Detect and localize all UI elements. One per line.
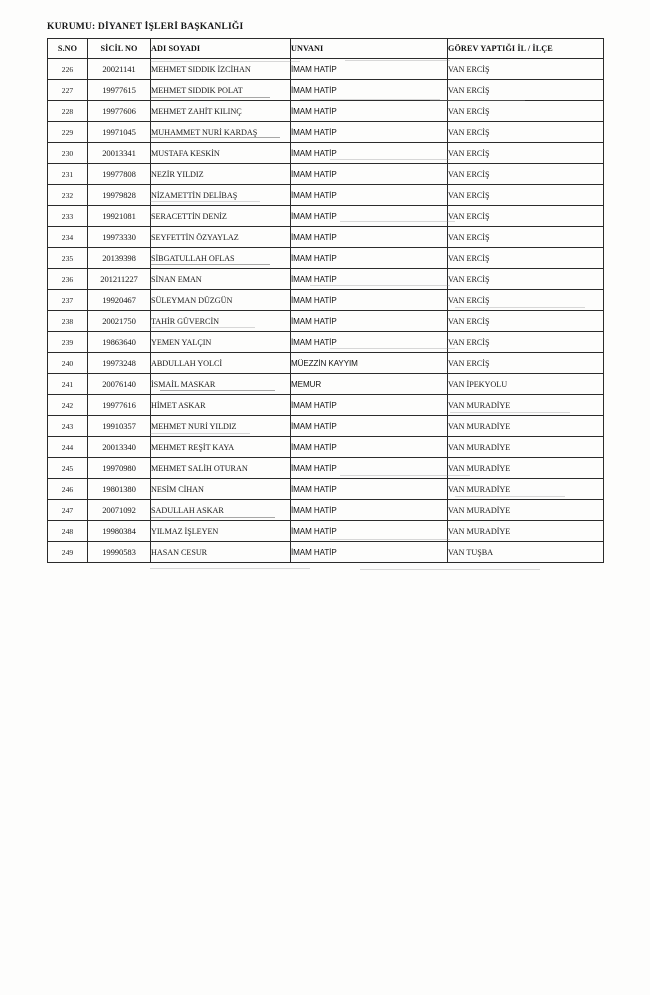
- cell-unvan: İMAM HATİP: [291, 101, 448, 122]
- cell-gorev: VAN MURADİYE: [448, 521, 604, 542]
- cell-sno: 238: [48, 311, 88, 332]
- cell-unvan: İMAM HATİP: [291, 122, 448, 143]
- table-row: [48, 437, 604, 458]
- cell-sno: 232: [48, 185, 88, 206]
- cell-sicil: 19977615: [88, 80, 151, 101]
- cell-sno: 247: [48, 500, 88, 521]
- cell-gorev: VAN MURADİYE: [448, 416, 604, 437]
- cell-gorev: VAN ERCİŞ: [448, 185, 604, 206]
- cell-ad: NİZAMETTİN DELİBAŞ: [151, 185, 291, 206]
- cell-ad: SÜLEYMAN DÜZGÜN: [151, 290, 291, 311]
- cell-unvan: İMAM HATİP: [291, 479, 448, 500]
- cell-sno: 229: [48, 122, 88, 143]
- cell-sicil: 20071092: [88, 500, 151, 521]
- cell-gorev: VAN ERCİŞ: [448, 206, 604, 227]
- table-row: [48, 374, 604, 395]
- cell-gorev: VAN ERCİŞ: [448, 227, 604, 248]
- cell-sno: 246: [48, 479, 88, 500]
- cell-ad: SİBGATULLAH OFLAS: [151, 248, 291, 269]
- cell-sicil: 19801380: [88, 479, 151, 500]
- cell-unvan: İMAM HATİP: [291, 437, 448, 458]
- cell-gorev: VAN ERCİŞ: [448, 122, 604, 143]
- cell-sicil: 20013341: [88, 143, 151, 164]
- cell-sno: 237: [48, 290, 88, 311]
- cell-sicil: 19977808: [88, 164, 151, 185]
- table-row: [48, 59, 604, 80]
- cell-unvan: İMAM HATİP: [291, 290, 448, 311]
- cell-ad: MEHMET SIDDIK POLAT: [151, 80, 291, 101]
- cell-sicil: 19977606: [88, 101, 151, 122]
- cell-ad: MEHMET SIDDIK İZCİHAN: [151, 59, 291, 80]
- table-row: [48, 542, 604, 563]
- cell-unvan: İMAM HATİP: [291, 143, 448, 164]
- cell-unvan: İMAM HATİP: [291, 416, 448, 437]
- cell-unvan: İMAM HATİP: [291, 521, 448, 542]
- table-row: [48, 395, 604, 416]
- cell-gorev: VAN İPEKYOLU: [448, 374, 604, 395]
- table-body: [48, 59, 604, 563]
- cell-sicil: 19973248: [88, 353, 151, 374]
- cell-sicil: 20076140: [88, 374, 151, 395]
- cell-gorev: VAN ERCİŞ: [448, 269, 604, 290]
- column-header-gorev: GÖREV YAPTIĞI İL / İLÇE: [448, 39, 604, 59]
- cell-sicil: 19990583: [88, 542, 151, 563]
- cell-sicil: 19910357: [88, 416, 151, 437]
- cell-gorev: VAN ERCİŞ: [448, 80, 604, 101]
- cell-sicil: 20021141: [88, 59, 151, 80]
- cell-sno: 249: [48, 542, 88, 563]
- cell-sicil: 19920467: [88, 290, 151, 311]
- cell-gorev: VAN ERCİŞ: [448, 143, 604, 164]
- cell-sno: 236: [48, 269, 88, 290]
- cell-ad: TAHİR GÜVERCİN: [151, 311, 291, 332]
- cell-unvan: İMAM HATİP: [291, 164, 448, 185]
- table-row: [48, 101, 604, 122]
- cell-ad: SİNAN EMAN: [151, 269, 291, 290]
- table-row: [48, 458, 604, 479]
- cell-sicil: 19977616: [88, 395, 151, 416]
- cell-gorev: VAN MURADİYE: [448, 395, 604, 416]
- cell-ad: MUSTAFA KESKİN: [151, 143, 291, 164]
- cell-unvan: İMAM HATİP: [291, 458, 448, 479]
- cell-unvan: İMAM HATİP: [291, 395, 448, 416]
- cell-sno: 226: [48, 59, 88, 80]
- cell-gorev: VAN ERCİŞ: [448, 248, 604, 269]
- table-row: [48, 311, 604, 332]
- cell-unvan: İMAM HATİP: [291, 332, 448, 353]
- cell-gorev: VAN ERCİŞ: [448, 290, 604, 311]
- cell-unvan: İMAM HATİP: [291, 206, 448, 227]
- cell-unvan: MÜEZZİN KAYYIM: [291, 353, 448, 374]
- cell-sno: 231: [48, 164, 88, 185]
- personnel-table-container: [47, 38, 603, 563]
- cell-gorev: VAN ERCİŞ: [448, 59, 604, 80]
- table-row: [48, 185, 604, 206]
- personnel-table: [47, 38, 604, 563]
- cell-ad: SADULLAH ASKAR: [151, 500, 291, 521]
- table-row: [48, 521, 604, 542]
- cell-unvan: İMAM HATİP: [291, 227, 448, 248]
- cell-unvan: İMAM HATİP: [291, 311, 448, 332]
- table-row: [48, 479, 604, 500]
- cell-sno: 234: [48, 227, 88, 248]
- table-row: [48, 500, 604, 521]
- cell-sno: 241: [48, 374, 88, 395]
- cell-gorev: VAN MURADİYE: [448, 458, 604, 479]
- cell-ad: MEHMET SALİH OTURAN: [151, 458, 291, 479]
- cell-sno: 240: [48, 353, 88, 374]
- cell-sicil: 19979828: [88, 185, 151, 206]
- cell-sicil: 20013340: [88, 437, 151, 458]
- cell-sicil: 19970980: [88, 458, 151, 479]
- cell-unvan: İMAM HATİP: [291, 185, 448, 206]
- page-title: KURUMU: DİYANET İŞLERİ BAŞKANLIĞI: [47, 22, 244, 32]
- cell-sno: 227: [48, 80, 88, 101]
- column-header-ad: ADI SOYADI: [151, 39, 291, 59]
- table-row: [48, 206, 604, 227]
- cell-ad: SEYFETTİN ÖZYAYLAZ: [151, 227, 291, 248]
- cell-ad: NESİM CİHAN: [151, 479, 291, 500]
- cell-sno: 243: [48, 416, 88, 437]
- column-header-sicil: SİCİL NO: [88, 39, 151, 59]
- cell-unvan: İMAM HATİP: [291, 542, 448, 563]
- column-header-unvan: UNVANI: [291, 39, 448, 59]
- table-header: [48, 39, 604, 59]
- cell-gorev: VAN ERCİŞ: [448, 332, 604, 353]
- cell-gorev: VAN ERCİŞ: [448, 164, 604, 185]
- cell-ad: İSMAİL MASKAR: [151, 374, 291, 395]
- cell-sicil: 20021750: [88, 311, 151, 332]
- cell-ad: SERACETTİN DENİZ: [151, 206, 291, 227]
- table-row: [48, 416, 604, 437]
- cell-ad: YEMEN YALÇIN: [151, 332, 291, 353]
- table-row: [48, 290, 604, 311]
- cell-gorev: VAN TUŞBA: [448, 542, 604, 563]
- cell-ad: MEHMET ZAHİT KILINÇ: [151, 101, 291, 122]
- cell-sno: 244: [48, 437, 88, 458]
- cell-ad: ABDULLAH YOLCİ: [151, 353, 291, 374]
- cell-unvan: İMAM HATİP: [291, 269, 448, 290]
- cell-ad: MUHAMMET NURİ KARDAŞ: [151, 122, 291, 143]
- cell-gorev: VAN ERCİŞ: [448, 101, 604, 122]
- table-row: [48, 122, 604, 143]
- cell-sicil: 19973330: [88, 227, 151, 248]
- table-header-row: [48, 39, 604, 59]
- cell-sno: 239: [48, 332, 88, 353]
- cell-ad: MEHMET NURİ YILDIZ: [151, 416, 291, 437]
- cell-unvan: İMAM HATİP: [291, 59, 448, 80]
- table-row: [48, 164, 604, 185]
- cell-unvan: İMAM HATİP: [291, 248, 448, 269]
- column-header-sno: S.NO: [48, 39, 88, 59]
- table-row: [48, 248, 604, 269]
- table-row: [48, 143, 604, 164]
- cell-ad: NEZİR YILDIZ: [151, 164, 291, 185]
- table-row: [48, 332, 604, 353]
- cell-ad: HİMET ASKAR: [151, 395, 291, 416]
- cell-sicil: 20139398: [88, 248, 151, 269]
- cell-sicil: 201211227: [88, 269, 151, 290]
- table-row: [48, 269, 604, 290]
- cell-gorev: VAN MURADİYE: [448, 437, 604, 458]
- table-row: [48, 227, 604, 248]
- cell-sno: 242: [48, 395, 88, 416]
- cell-sicil: 19980384: [88, 521, 151, 542]
- cell-sno: 235: [48, 248, 88, 269]
- cell-gorev: VAN MURADİYE: [448, 479, 604, 500]
- cell-ad: MEHMET REŞİT KAYA: [151, 437, 291, 458]
- cell-ad: YILMAZ İŞLEYEN: [151, 521, 291, 542]
- cell-sicil: 19921081: [88, 206, 151, 227]
- cell-unvan: İMAM HATİP: [291, 500, 448, 521]
- cell-ad: HASAN CESUR: [151, 542, 291, 563]
- cell-sno: 230: [48, 143, 88, 164]
- cell-sicil: 19971045: [88, 122, 151, 143]
- cell-sicil: 19863640: [88, 332, 151, 353]
- table-row: [48, 353, 604, 374]
- cell-gorev: VAN MURADİYE: [448, 500, 604, 521]
- cell-gorev: VAN ERCİŞ: [448, 311, 604, 332]
- cell-gorev: VAN ERCİŞ: [448, 353, 604, 374]
- table-row: [48, 80, 604, 101]
- cell-sno: 228: [48, 101, 88, 122]
- cell-unvan: İMAM HATİP: [291, 80, 448, 101]
- cell-sno: 245: [48, 458, 88, 479]
- cell-sno: 233: [48, 206, 88, 227]
- cell-sno: 248: [48, 521, 88, 542]
- cell-unvan: MEMUR: [291, 374, 448, 395]
